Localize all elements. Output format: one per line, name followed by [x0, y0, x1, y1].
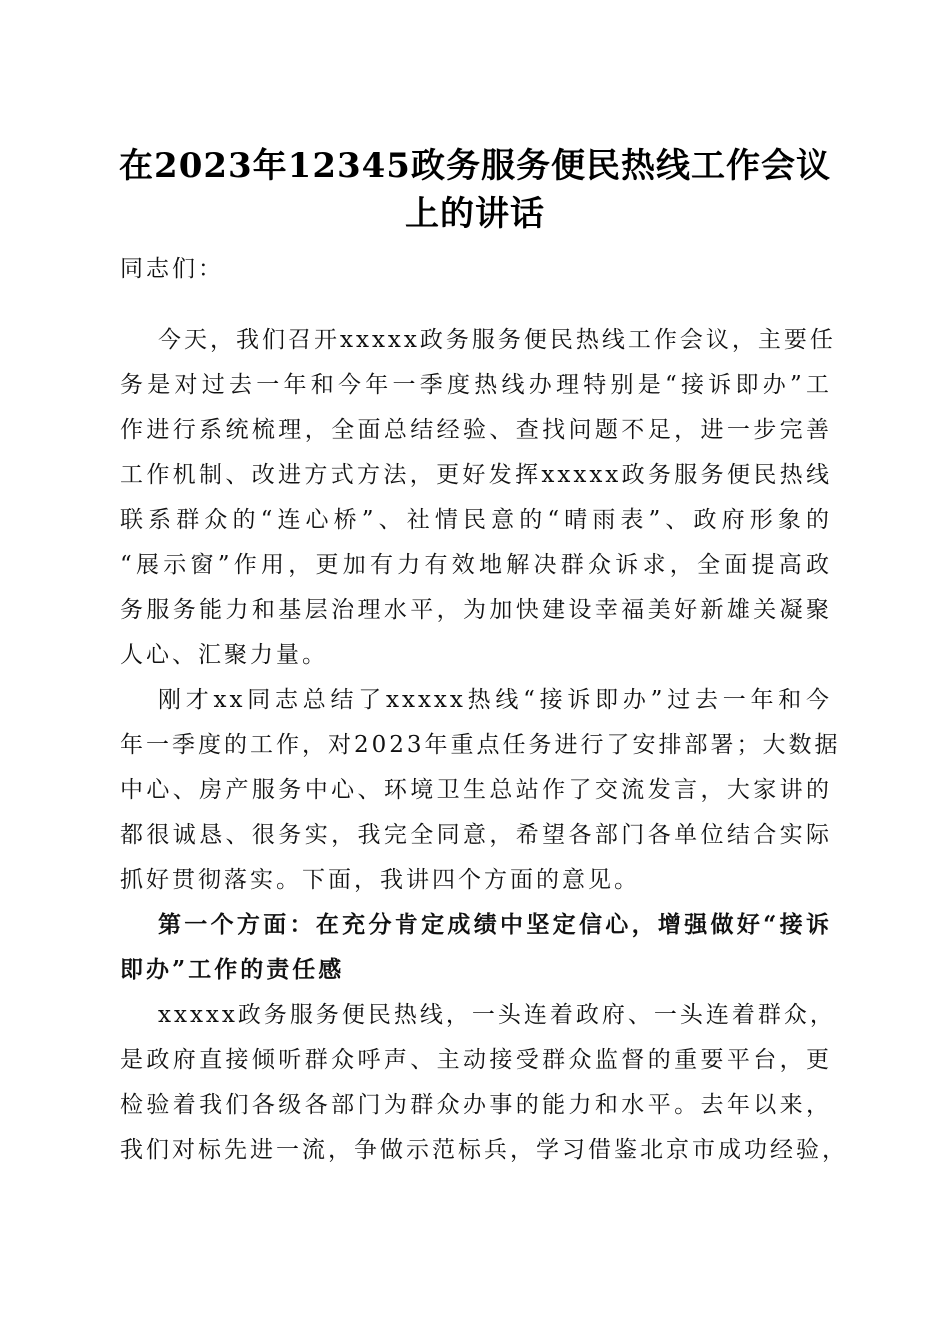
body-line: “展示窗”作用，更加有力有效地解决群众诉求，全面提高政 [120, 552, 832, 578]
body-line: xxxxx政务服务便民热线，一头连着政府、一头连着群众， [158, 1002, 836, 1028]
section-heading-line: 第一个方面：在充分肯定成绩中坚定信心，增强做好“接诉 [158, 911, 832, 938]
body-line: 务服务能力和基层治理水平，为加快建设幸福美好新雄关凝聚 [120, 597, 832, 623]
body-line: 抓好贯彻落实。下面，我讲四个方面的意见。 [120, 867, 640, 893]
body-line: 都很诚恳、很务实，我完全同意，希望各部门各单位结合实际 [120, 822, 832, 848]
body-line: 年一季度的工作，对2023年重点任务进行了安排部署；大数据 [120, 732, 841, 758]
body-line: 人心、汇聚力量。 [120, 642, 328, 668]
body-line: 联系群众的“连心桥”、社情民意的“晴雨表”、政府形象的 [120, 507, 832, 533]
body-line: 作进行系统梳理，全面总结经验、查找问题不足，进一步完善 [120, 417, 832, 443]
body-line: 工作机制、改进方式方法，更好发挥xxxxx政务服务便民热线 [120, 462, 832, 488]
section-heading-line: 即办”工作的责任感 [120, 956, 345, 983]
body-line: 中心、房产服务中心、环境卫生总站作了交流发言，大家讲的 [120, 777, 832, 803]
body-line: 刚才xx同志总结了xxxxx热线“接诉即办”过去一年和今 [158, 687, 832, 713]
salutation: 同志们： [120, 256, 224, 282]
body-line: 务是对过去一年和今年一季度热线办理特别是“接诉即办”工 [120, 372, 832, 398]
body-line: 我们对标先进一流，争做示范标兵，学习借鉴北京市成功经验， [120, 1137, 848, 1163]
document-title-line-2: 上的讲话 [405, 194, 545, 234]
body-line: 检验着我们各级各部门为群众办事的能力和水平。去年以来， [120, 1092, 832, 1118]
document-title-line-1: 在2023年12345政务服务便民热线工作会议 [119, 146, 831, 186]
body-line: 是政府直接倾听群众呼声、主动接受群众监督的重要平台，更 [120, 1047, 832, 1073]
body-line: 今天，我们召开xxxxx政务服务便民热线工作会议，主要任 [158, 327, 836, 353]
